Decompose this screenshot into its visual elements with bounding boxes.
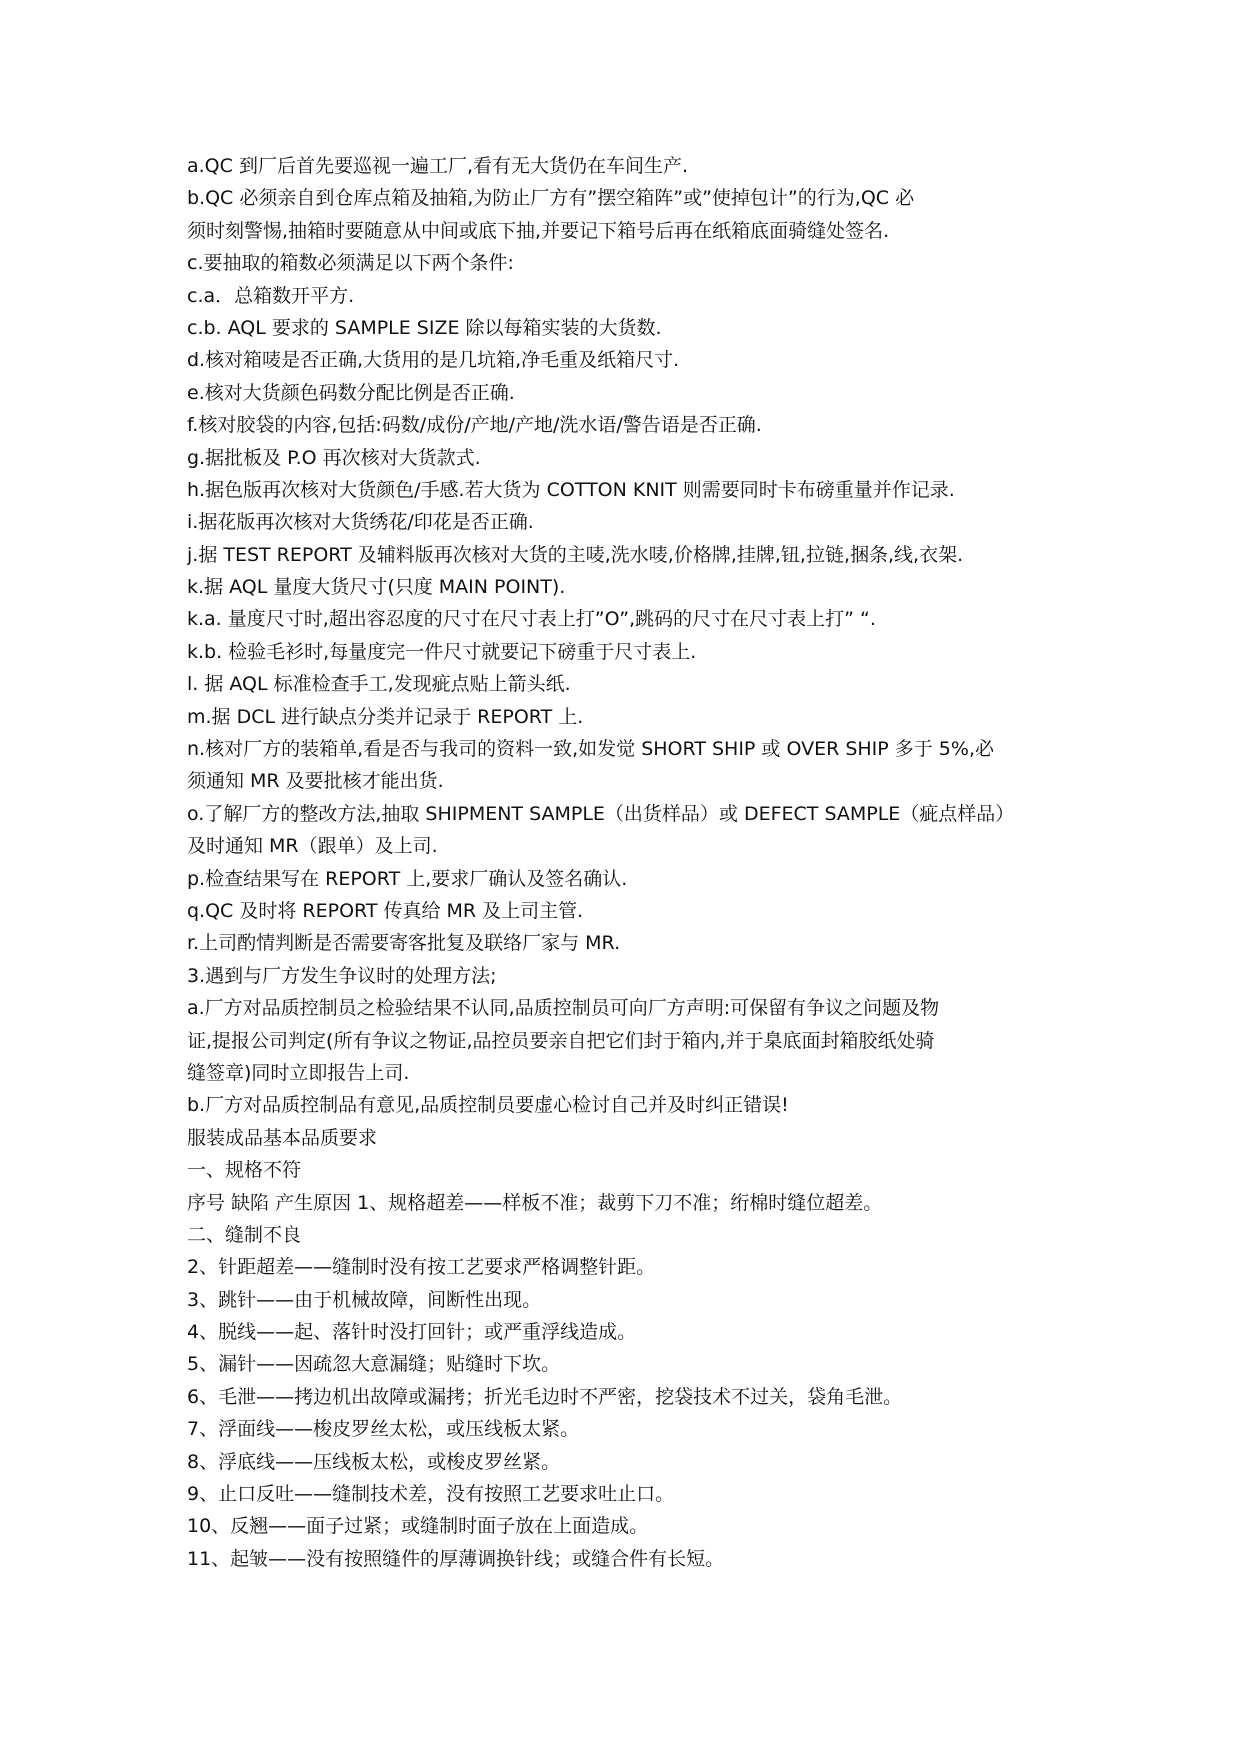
text-line: 须时刻警惕,抽箱时要随意从中间或底下抽,并要记下箱号后再在纸箱底面骑缝处签名. <box>187 219 890 242</box>
text-line: 5、漏针——因疏忽大意漏缝；贴缝时下坎。 <box>187 1353 561 1376</box>
text-line: 3、跳针——由于机械故障，间断性出现。 <box>187 1288 542 1311</box>
text-line: 8、浮底线——压线板太松，或梭皮罗丝紧。 <box>187 1450 561 1473</box>
text-line: 9、止口反吐——缝制技术差，没有按照工艺要求吐止口。 <box>187 1483 675 1506</box>
text-line: a.厂方对品质控制员之检验结果不认同,品质控制员可向厂方声明:可保留有争议之问题及物 <box>187 997 940 1020</box>
text-line: 须通知 MR 及要批核才能出货. <box>187 770 444 793</box>
text-line: 缝签章)同时立即报告上司. <box>187 1061 410 1084</box>
text-line: 4、脱线——起、落针时没打回针；或严重浮线造成。 <box>187 1321 637 1344</box>
text-line: g.据批板及 P.O 再次核对大货款式. <box>187 446 481 469</box>
text-line: p.检查结果写在 REPORT 上,要求厂确认及签名确认. <box>187 867 628 890</box>
text-line: o.了解厂方的整改方法,抽取 SHIPMENT SAMPLE（出货样品）或 DEFECT SAMPLE（疵点样品） <box>187 802 1015 825</box>
text-line: q.QC 及时将 REPORT 传真给 MR 及上司主管. <box>187 899 584 922</box>
text-line: m.据 DCL 进行缺点分类并记录于 REPORT 上. <box>187 705 584 728</box>
document-body <box>187 150 1067 1575</box>
text-line: 一、规格不符 <box>187 1159 302 1182</box>
text-line: r.上司酌情判断是否需要寄客批复及联络厂家与 MR. <box>187 932 621 955</box>
text-line: c.b. AQL 要求的 SAMPLE SIZE 除以每箱实装的大货数. <box>187 316 662 339</box>
text-line: c.a．总箱数开平方. <box>187 284 355 307</box>
text-line: 3.遇到与厂方发生争议时的处理方法; <box>187 964 497 987</box>
text-line: d.核对箱唛是否正确,大货用的是几坑箱,净毛重及纸箱尺寸. <box>187 349 680 372</box>
text-line: j.据 TEST REPORT 及辅料版再次核对大货的主唛,洗水唛,价格牌,挂牌,钮,拉链,捆条,线,衣架. <box>187 543 964 566</box>
text-line: 6、毛泄——拷边机出故障或漏拷；折光毛边时不严密，挖袋技术不过关，袋角毛泄。 <box>187 1385 903 1408</box>
text-line: k.b. 检验毛衫时,每量度完一件尺寸就要记下磅重于尺寸表上. <box>187 640 697 663</box>
text-line: f.核对胶袋的内容,包括:码数/成份/产地/产地/洗水语/警告语是否正确. <box>187 414 762 437</box>
text-line: k.a. 量度尺寸时,超出容忍度的尺寸在尺寸表上打”O”,跳码的尺寸在尺寸表上打” “. <box>187 608 876 631</box>
text-line: a.QC 到厂后首先要巡视一遍工厂,看有无大货仍在车间生产. <box>187 155 689 177</box>
text-line: l. 据 AQL 标准检查手工,发现疵点贴上箭头纸. <box>187 673 571 696</box>
text-line: 二、缝制不良 <box>187 1223 302 1246</box>
text-line: 证,提报公司判定(所有争议之物证,品控员要亲自把它们封于箱内,并于臬底面封箱胶纸处骑 <box>187 1029 935 1052</box>
text-line: 序号 缺陷 产生原因 1、规格超差——样板不准；裁剪下刀不准；绗棉时缝位超差。 <box>187 1191 883 1214</box>
text-line: i.据花版再次核对大货绣花/印花是否正确. <box>187 511 534 534</box>
text-line: b.QC 必须亲自到仓库点箱及抽箱,为防止厂方有”摆空箱阵”或”使掉包计”的行为,QC 必 <box>187 187 915 210</box>
text-line: h.据色版再次核对大货颜色/手感.若大货为 COTTON KNIT 则需要同时卡布磅重量并作记录. <box>187 478 955 501</box>
text-line: 及时通知 MR（跟单）及上司. <box>187 835 438 858</box>
text-line: k.据 AQL 量度大货尺寸(只度 MAIN POINT). <box>187 576 566 599</box>
text-line: 11、起皱——没有按照缝件的厚薄调换针线；或缝合件有长短。 <box>187 1547 725 1570</box>
text-line: b.厂方对品质控制品有意见,品质控制员要虚心检讨自己并及时纠正错误! <box>187 1094 789 1117</box>
text-line: 2、针距超差——缝制时没有按工艺要求严格调整针距。 <box>187 1256 656 1279</box>
text-line: c.要抽取的箱数必须满足以下两个条件: <box>187 252 514 275</box>
text-line: e.核对大货颜色码数分配比例是否正确. <box>187 381 515 404</box>
text-line: n.核对厂方的装箱单,看是否与我司的资料一致,如发觉 SHORT SHIP 或 OVER SHIP 多于 5%,必 <box>187 738 994 761</box>
text-line: 10、反翘——面子过紧；或缝制时面子放在上面造成。 <box>187 1515 649 1538</box>
text-line: 服装成品基本品质要求 <box>187 1126 378 1149</box>
text-line: 7、浮面线——梭皮罗丝太松，或压线板太紧。 <box>187 1418 580 1441</box>
